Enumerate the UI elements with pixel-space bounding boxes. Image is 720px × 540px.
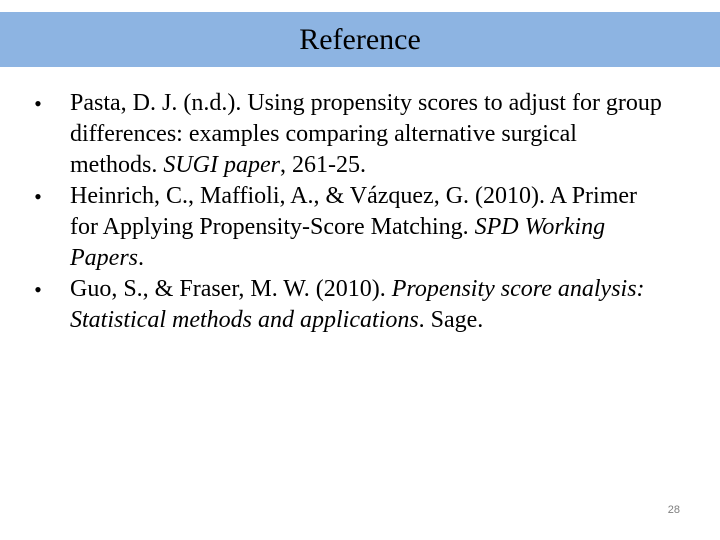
reference-item xyxy=(28,274,668,336)
reference-list xyxy=(28,88,668,336)
title-bar xyxy=(0,12,720,67)
reference-text-end: . Sage. xyxy=(418,307,484,333)
reference-text: Heinrich, C., Maffioli, A., & Vázquez, G. (2010). A Primer for Applying Propensity-Score Matching. xyxy=(70,183,638,240)
reference-source-italic: Propensity score analysis: Statistical methods and applications xyxy=(70,276,645,333)
bullet-icon: • xyxy=(34,91,42,116)
reference-text-end: . xyxy=(138,245,144,271)
reference-source-italic: SUGI paper xyxy=(163,152,280,178)
reference-text: Pasta, D. J. (n.d.). Using propensity scores to adjust for group differences: examples comparing alternative surgical methods. xyxy=(70,90,662,178)
page-number: 28 xyxy=(667,504,680,516)
reference-text: Guo, S., & Fraser, M. W. (2010). xyxy=(70,276,392,302)
reference-source-italic: SPD Working Papers xyxy=(70,214,606,271)
reference-text-end: , 261-25. xyxy=(279,152,366,178)
reference-item xyxy=(28,88,668,181)
reference-item xyxy=(28,181,668,274)
bullet-icon: • xyxy=(34,277,42,302)
slide-title: Reference xyxy=(299,23,421,56)
bullet-icon: • xyxy=(34,184,42,209)
